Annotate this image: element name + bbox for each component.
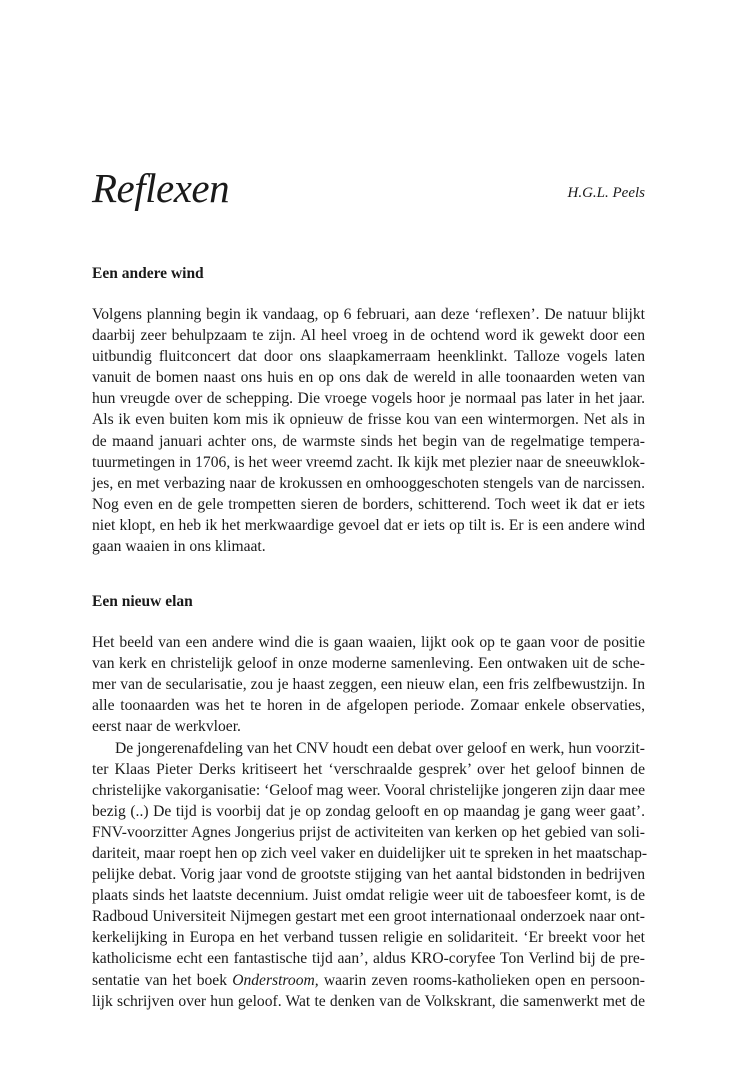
text-fragment: sentatie van het boek bbox=[92, 971, 233, 989]
text-line: uitbundig fluitconcert dat door ons slaapkamerraam heenklinkt. Talloze vogels laten bbox=[92, 348, 645, 366]
text-line: lijk schrijven over hun geloof. Wat te denken van de Volkskrant, die samenwerkt met de bbox=[92, 992, 645, 1010]
text-line: daarbij zeer behulpzaam te zijn. Al heel vroeg in de ochtend word ik gewekt door een bbox=[92, 327, 645, 345]
author-name: H.G.L. Peels bbox=[567, 185, 645, 201]
text-line: De jongerenafdeling van het CNV houdt een debat over geloof en werk, hun voorzit- bbox=[115, 739, 645, 757]
text-line: FNV-voorzitter Agnes Jongerius prijst de activiteiten van kerken op het gebied van soli- bbox=[92, 823, 645, 841]
text-line: Nog even en de gele trompetten sieren de borders, schitterend. Toch weet ik dat er iets bbox=[92, 495, 645, 513]
section-heading-1: Een andere wind bbox=[92, 265, 204, 282]
text-line: pelijke debat. Vorig jaar vond de grootste stijging van het aantal bidstonden in bedrijven bbox=[92, 866, 645, 884]
text-line: ter Klaas Pieter Derks kritiseert het ‘verschraalde gesprek’ over het geloof binnen de bbox=[92, 760, 645, 778]
text-line: jes, en met verbazing naar de krokussen en omhooggeschoten stengels van de narcissen. bbox=[92, 474, 645, 492]
page-title: Reflexen bbox=[92, 165, 230, 211]
text-line: mer van de secularisatie, zou je haast zeggen, een nieuw elan, een fris zelfbewustzijn. In bbox=[92, 676, 645, 694]
text-fragment: waarin zeven rooms-katholieken open en persoon- bbox=[318, 971, 645, 989]
text-line: Als ik even buiten kom mis ik opnieuw de frisse kou van een wintermorgen. Net als in bbox=[92, 411, 645, 429]
section-heading-2: Een nieuw elan bbox=[92, 593, 193, 610]
text-line: katholicisme echt een fantastische tijd aan’, aldus KRO-coryfee Ton Verlind bij de pre- bbox=[92, 950, 645, 968]
text-line: gaan waaien in ons klimaat. bbox=[92, 538, 266, 556]
text-line: alle toonaarden was het te horen in de afgelopen periode. Zomaar enkele observaties, bbox=[92, 697, 645, 715]
text-line: hun vreugde over de schepping. Die vroege vogels hoor je normaal pas later in het jaar. bbox=[92, 390, 645, 408]
section-2-paragraph-2 bbox=[92, 738, 648, 1012]
text-line: niet klopt, en heb ik het merkwaardige gevoel dat er iets op tilt is. Er is een andere wind bbox=[92, 516, 645, 534]
section-1-paragraph-1 bbox=[92, 304, 645, 557]
text-line: Radboud Universiteit Nijmegen gestart met een groot internationaal onderzoek naar ont- bbox=[92, 908, 645, 926]
text-line: tuurmetingen in 1706, is het weer vreemd zacht. Ik kijk met plezier naar de sneeuwklok- bbox=[92, 453, 645, 471]
text-line: van kerk en christelijk geloof in onze moderne samenleving. Een ontwaken uit de sche- bbox=[92, 655, 645, 673]
text-line: bezig (..) De tijd is voorbij dat je op zondag gelooft en op maandag je gang weer gaat’. bbox=[92, 802, 645, 820]
text-line: eerst naar de werkvloer. bbox=[92, 718, 241, 736]
text-line: christelijke vakorganisatie: ‘Geloof mag weer. Vooral christelijke jongeren zijn daar mee bbox=[92, 781, 645, 799]
text-line: Het beeld van een andere wind die is gaan waaien, lijkt ook op te gaan voor de positie bbox=[92, 634, 645, 651]
section-2-paragraph-1 bbox=[92, 632, 645, 737]
text-line: vanuit de bomen naast ons huis en op ons dak de wereld in alle toonaarden weten van bbox=[92, 369, 645, 387]
text-line: Volgens planning begin ik vandaag, op 6 februari, aan deze ‘reflexen’. De natuur blijkt bbox=[92, 306, 645, 323]
text-line: dariteit, maar roept hen op zich veel vaker en duidelijker uit te spreken in het maatschap- bbox=[92, 844, 648, 862]
text-line: plaats sinds het laatste decennium. Juist omdat religie weer uit de taboesfeer komt, is de bbox=[92, 887, 645, 905]
text-line: kerkelijking in Europa en het verband tussen religie en solidariteit. ‘Er breekt voor het bbox=[92, 929, 645, 947]
text-line-with-book-title bbox=[92, 970, 645, 991]
text-line: de maand januari achter ons, de warmste sinds het begin van de regelmatige tempera- bbox=[92, 432, 645, 450]
book-title: Onderstroom, bbox=[232, 971, 319, 989]
